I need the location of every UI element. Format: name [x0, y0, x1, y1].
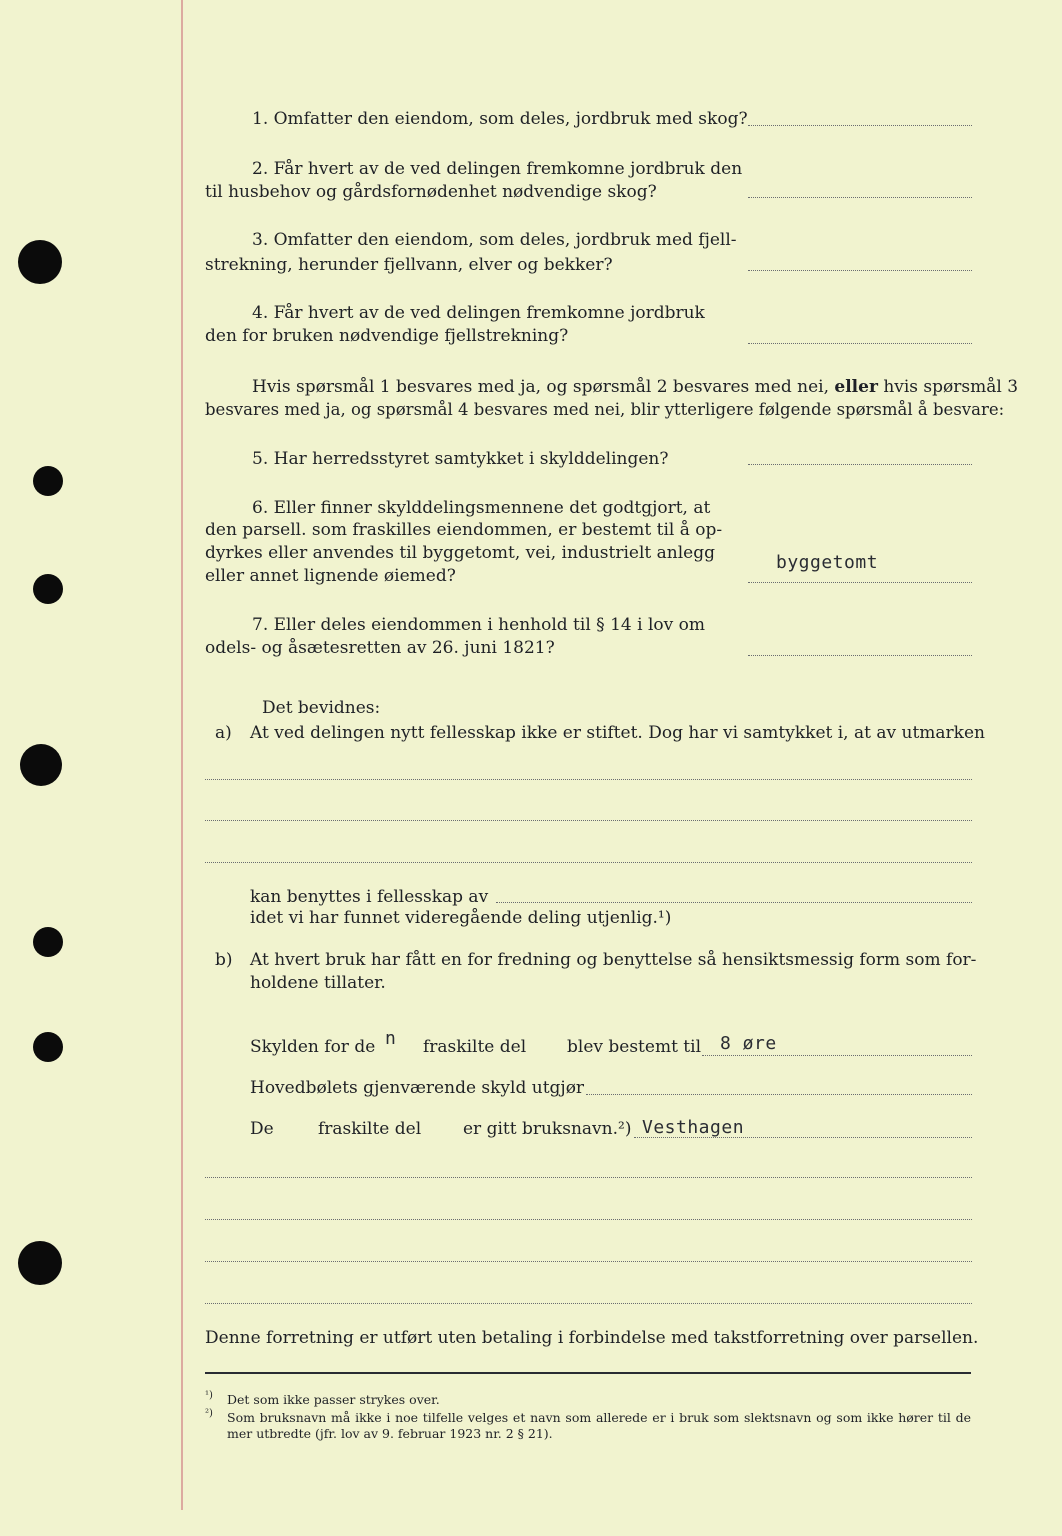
footnote-rule [205, 1372, 971, 1374]
intro-text-b: hvis spørsmål 3 [883, 377, 1019, 397]
question-4-line-2: den for bruken nødvendige fjellstrekning? [205, 326, 569, 346]
item-b-line-1: At hvert bruk har fått en for fredning og benyttelse så hensiktsmessig form som for- [250, 950, 977, 970]
footnote-1-marker: ¹) [205, 1390, 213, 1401]
question-3-line-1: 3. Omfatter den eiendom, som deles, jordbruk med fjell- [252, 230, 737, 250]
common-use-field[interactable] [496, 902, 972, 903]
question-2-line-2: til husbehov og gårdsfornødenhet nødvendige skog? [205, 182, 657, 202]
footnote-1 [205, 1392, 971, 1408]
skyld-typed-n: n [385, 1028, 397, 1049]
further-division-note: idet vi har funnet videregående deling utjenlig.¹) [250, 908, 672, 928]
footnote-2-marker: ²) [205, 1408, 213, 1419]
question-6-line-3: dyrkes eller anvendes til byggetomt, vei, industrielt anlegg [205, 543, 715, 563]
blank-line-3[interactable] [205, 1261, 972, 1262]
item-b-line-2: holdene tillater. [250, 973, 386, 993]
question-7-line-1: 7. Eller deles eiendommen i henhold til § 14 i lov om [252, 615, 705, 635]
outfield-line-1[interactable] [205, 779, 972, 780]
item-a-marker: a) [215, 723, 232, 743]
blank-line-2[interactable] [205, 1219, 972, 1220]
answer-field-6[interactable] [748, 582, 972, 583]
answer-field-3[interactable] [748, 270, 972, 271]
binder-hole-1 [18, 240, 62, 284]
conditional-intro-line-2: besvares med ja, og spørsmål 4 besvares med nei, blir ytterligere følgende spørsmål å besvare: [205, 400, 1005, 419]
item-b-marker: b) [215, 950, 233, 970]
answer-field-7[interactable] [748, 655, 972, 656]
outfield-line-2[interactable] [205, 820, 972, 821]
answer-field-1[interactable] [748, 125, 972, 126]
name-label-fraskilte: fraskilte del [318, 1119, 422, 1139]
binder-hole-6 [33, 1032, 63, 1062]
skyld-label: Skylden for de [250, 1037, 376, 1057]
outfield-line-3[interactable] [205, 862, 972, 863]
name-label-de: De [250, 1119, 274, 1139]
question-6-line-4: eller annet lignende øiemed? [205, 566, 456, 586]
skyld-bestemt-label: blev bestemt til [567, 1037, 702, 1057]
margin-line [181, 0, 183, 1510]
binder-hole-3 [33, 574, 63, 604]
blank-line-4[interactable] [205, 1303, 972, 1304]
skyld-value: 8 øre [720, 1033, 777, 1054]
question-3-line-2: strekning, herunder fjellvann, elver og bekker? [205, 255, 613, 275]
farm-name-value: Vesthagen [642, 1117, 745, 1138]
footnote-1-text: Det som ikke passer strykes over. [227, 1392, 440, 1407]
binder-hole-7 [18, 1241, 62, 1285]
intro-text-a: Hvis spørsmål 1 besvares med ja, og spørsmål 2 besvares med nei, [252, 377, 829, 397]
answer-field-5[interactable] [748, 464, 972, 465]
intro-text-bold: eller [834, 377, 878, 397]
footnote-2 [205, 1410, 971, 1442]
remaining-skyld-label: Hovedbølets gjenværende skyld utgjør [250, 1078, 585, 1098]
skyld-fraskilte-label: fraskilte del [423, 1037, 527, 1057]
farm-name-field[interactable] [634, 1137, 972, 1138]
binder-hole-2 [33, 466, 63, 496]
conditional-intro-line-1 [252, 376, 1018, 398]
blank-line-1[interactable] [205, 1177, 972, 1178]
question-5: 5. Har herredsstyret samtykket i skylddelingen? [252, 449, 669, 469]
question-6-line-2: den parsell. som fraskilles eiendommen, er bestemt til å op- [205, 520, 723, 540]
question-6-line-1: 6. Eller finner skylddelingsmennene det godtgjort, at [252, 498, 711, 518]
answer-field-2[interactable] [748, 197, 972, 198]
name-label-bruksnavn: er gitt bruksnavn.²) [463, 1119, 632, 1139]
remaining-skyld-field[interactable] [586, 1094, 972, 1095]
binder-hole-5 [33, 927, 63, 957]
closing-note: Denne forretning er utført uten betaling i forbindelse med takstforretning over parsellen. [205, 1328, 979, 1348]
common-use-label: kan benyttes i fellesskap av [250, 887, 489, 907]
answer-field-4[interactable] [748, 343, 972, 344]
question-1: 1. Omfatter den eiendom, som deles, jordbruk med skog? [252, 109, 748, 129]
skyld-field[interactable] [702, 1055, 972, 1056]
question-4-line-1: 4. Får hvert av de ved delingen fremkomne jordbruk [252, 303, 705, 323]
item-a-text: At ved delingen nytt fellesskap ikke er stiftet. Dog har vi samtykket i, at av utmarken [250, 723, 985, 743]
binder-hole-4 [20, 744, 62, 786]
question-2-line-1: 2. Får hvert av de ved delingen fremkomne jordbruk den [252, 159, 743, 179]
answer-6-value: byggetomt [776, 552, 879, 573]
footnote-2-text: Som bruksnavn må ikke i noe tilfelle velges et navn som allerede er i bruk som slektsnavn og som ikke hører til de mer utbredte (jfr. lov av 9. februar 1923 nr. 2 § 21). [227, 1410, 971, 1441]
question-7-line-2: odels- og åsætesretten av 26. juni 1821? [205, 638, 555, 658]
attestation-heading: Det bevidnes: [262, 698, 381, 718]
